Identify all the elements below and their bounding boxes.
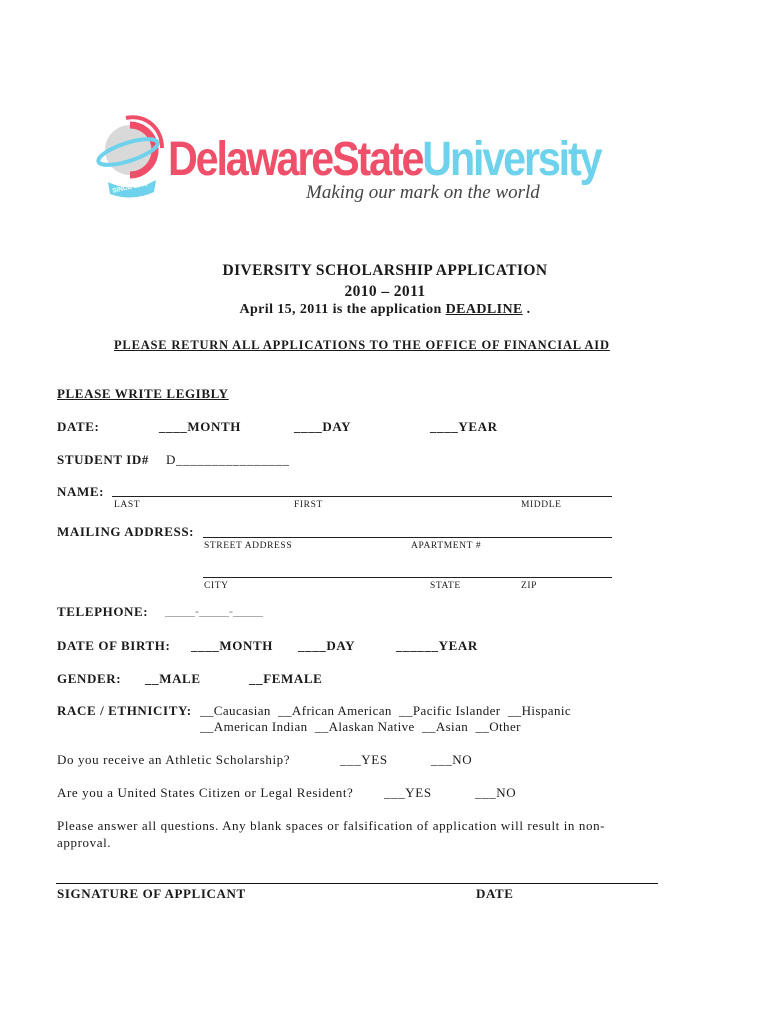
logo-word-university: University (422, 133, 601, 186)
athletic-question: Do you receive an Athletic Scholarship? (57, 752, 291, 767)
form-title: DIVERSITY SCHOLARSHIP APPLICATION (222, 262, 548, 279)
citizen-yes-option[interactable]: ___YES (384, 785, 432, 800)
write-legibly-note: PLEASE WRITE LEGIBLY (57, 386, 229, 401)
date-day-field[interactable]: ____DAY (294, 419, 352, 434)
student-id-field[interactable]: D________________ (166, 452, 290, 467)
logo-word-delaware: Delaware (168, 133, 333, 186)
return-instructions: PLEASE RETURN ALL APPLICATIONS TO THE OFFICE OF FINANCIAL AID (114, 338, 610, 352)
street-address-caption: STREET ADDRESS (204, 541, 293, 551)
signature-field[interactable] (56, 883, 658, 884)
form-years: 2010 – 2011 (344, 283, 426, 300)
name-field[interactable] (112, 496, 612, 497)
seal-text: SINCE 1891 (111, 180, 149, 195)
gender-male-option[interactable]: __MALE (145, 671, 201, 686)
deadline-prefix: April 15, 2011 is the application (239, 302, 446, 317)
citizen-question: Are you a United States Citizen or Legal Resident? (57, 785, 354, 800)
deadline-word: DEADLINE (445, 302, 523, 317)
name-label: NAME: (57, 484, 105, 499)
athletic-yes-option[interactable]: ___YES (340, 752, 388, 767)
signature-label: SIGNATURE OF APPLICANT (57, 886, 246, 901)
dob-year-field[interactable]: ______YEAR (396, 638, 478, 653)
name-middle-caption: MIDDLE (521, 500, 562, 510)
race-options-line1[interactable]: __Caucasian __African American __Pacific Islander __Hispanic (200, 703, 572, 718)
student-id-label: STUDENT ID# (57, 452, 149, 467)
dob-day-field[interactable]: ____DAY (298, 638, 356, 653)
gender-female-option[interactable]: __FEMALE (249, 671, 323, 686)
signature-date-label: DATE (476, 886, 514, 901)
instructions-note-line1: Please answer all questions. Any blank spaces or falsification of application will result in non- (57, 818, 606, 833)
logo-wordmark (168, 132, 600, 187)
race-label: RACE / ETHNICITY: (57, 703, 192, 718)
mailing-address-label: MAILING ADDRESS: (57, 524, 195, 539)
apartment-caption: APARTMENT # (411, 541, 482, 551)
deadline-line (0, 302, 770, 318)
dob-label: DATE OF BIRTH: (57, 638, 171, 653)
deadline-suffix: . (522, 302, 531, 317)
instructions-note-line2: approval. (57, 835, 112, 850)
citizen-no-option[interactable]: ___NO (475, 785, 517, 800)
date-month-field[interactable]: ____MONTH (159, 419, 241, 434)
name-first-caption: FIRST (294, 500, 323, 510)
name-last-caption: LAST (114, 500, 141, 510)
telephone-label: TELEPHONE: (57, 604, 149, 619)
city-state-zip-field[interactable] (203, 577, 612, 578)
athletic-no-option[interactable]: ___NO (431, 752, 473, 767)
state-caption: STATE (430, 581, 461, 591)
date-label: DATE: (57, 419, 100, 434)
street-address-field[interactable] (203, 537, 612, 538)
dob-month-field[interactable]: ____MONTH (191, 638, 273, 653)
logo-word-state: State (332, 133, 423, 186)
city-caption: CITY (204, 581, 229, 591)
zip-caption: ZIP (521, 581, 538, 591)
logo-tagline: Making our mark on the world (306, 182, 540, 203)
telephone-field[interactable]: _____-_____-_____ (165, 604, 263, 618)
race-options-line2[interactable]: __American Indian __Alaskan Native __Asian __Other (200, 719, 521, 734)
gender-label: GENDER: (57, 671, 122, 686)
date-year-field[interactable]: ____YEAR (430, 419, 498, 434)
